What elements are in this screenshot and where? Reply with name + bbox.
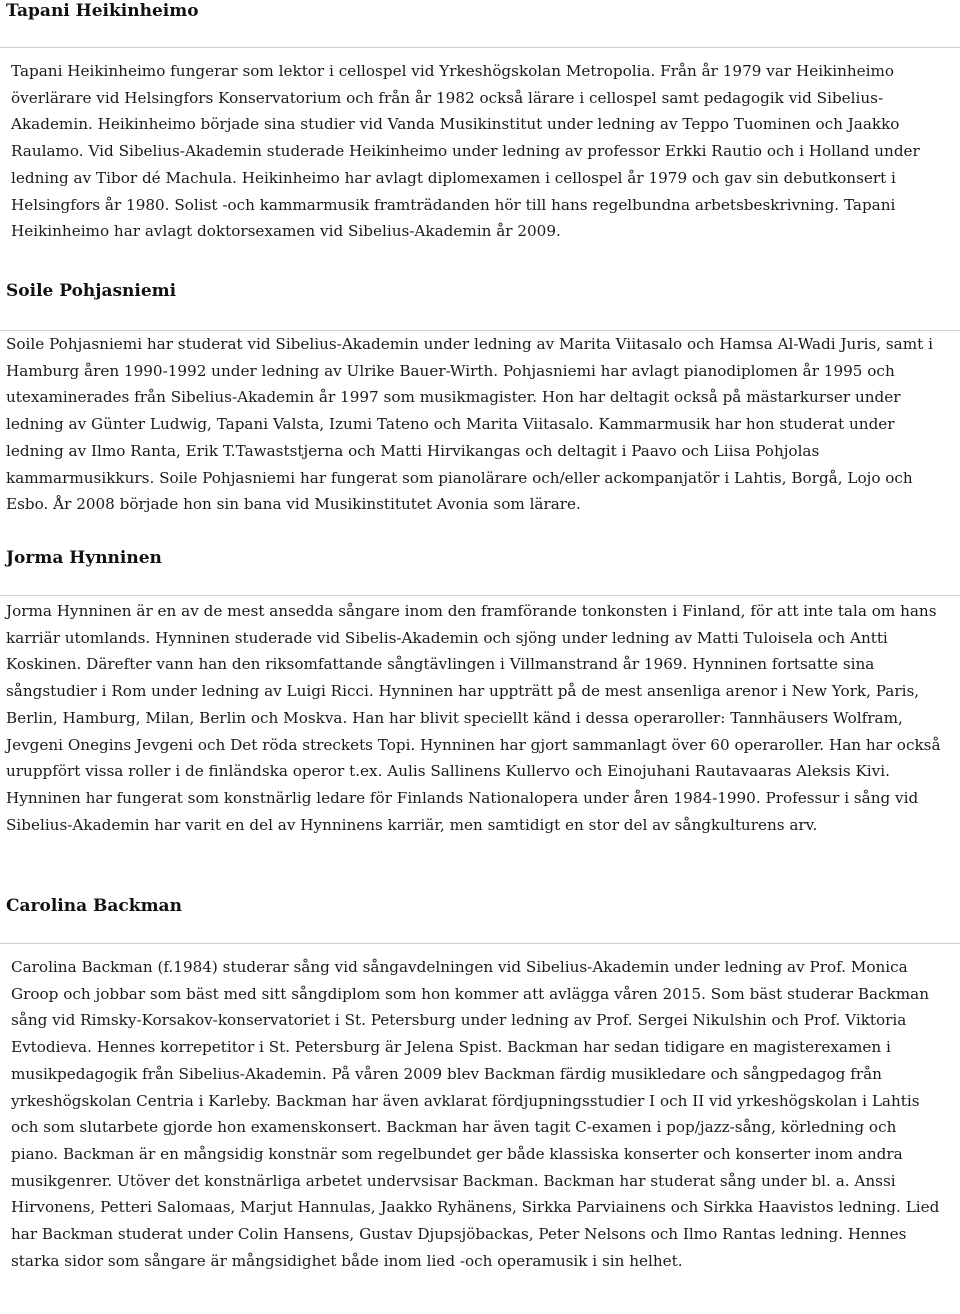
section-body: Jorma Hynninen är en av de mest ansedda sångare inom den framförande tonkonsten i Finland, för att inte tala om hans karriär utomlands. Hynninen studerade vid Sibelis-Akademin och sjöng under ledning av Matti Tuloisela och Antti Koskinen. Därefter vann han den riksomfattande sångtävlingen i Villmanstrand år 1969. Hynninen fortsatte sina sångstudier i Rom under ledning av Luigi Ricci. Hynninen har uppträtt på de mest ansenliga arenor i New York, Paris, Berlin, Hamburg, Milan, Berlin och Moskva. Han har blivit speciellt känd i dessa operaroller: Tannhäusers Wolfram, Jevgeni Onegins Jevgeni och Det röda streckets Topi. Hynninen har gjort sammanlagt över 60 operaroller. Han har också uruppfört vissa roller i de finländska operor t.ex. Aulis Sallinens Kullervo och Einojuhani Rautavaaras Aleksis Kivi. Hynninen har fungerat som konstnärlig ledare för Finlands Nationalopera under åren 1984-1990. Professur i sång vid Sibelius-Akademin har varit en del av Hynninens karriär, men samtidigt en stor del av sångkulturens arv. (6, 602, 941, 834)
bio-section-tapani-heikinheimo (0, 0, 960, 255)
section-heading: Tapani Heikinheimo (6, 1, 199, 21)
section-heading: Jorma Hynninen (6, 548, 162, 568)
bio-section-jorma-hynninen (0, 547, 960, 872)
section-body: Carolina Backman (f.1984) studerar sång vid sångavdelningen vid Sibelius-Akademin under ledning av Prof. Monica Groop och jobbar som bäst med sitt sångdiplom som hon kommer att avlägga våren 2015. Som bäst studerar Backman sång vid Rimsky-Korsakov-konservatoriet i St. Petersburg under ledning av Prof. Sergei Nikulshin och Prof. Viktoria Evtodieva. Hennes korrepetitor i St. Petersburg är Jelena Spist. Backman har sedan tidigare en magisterexamen i musikpedagogik från Sibelius-Akademin. På våren 2009 blev Backman färdig musikledare och sångpedagog från yrkeshögskolan Centria i Karleby. Backman har även avklarat fördjupningsstudier I och II vid yrkeshögskolan i Lahtis och som slutarbete gjorde hon examenskonsert. Backman har även tagit C-examen i pop/jazz-sång, körledning och piano. Backman är en mångsidig konstnär som regelbundet ger både klassiska konserter och konserter inom andra musikgenrer. Utöver det konstnärliga arbetet undervsisar Backman. Backman har studerat sång under bl. a. Anssi Hirvonens, Petteri Salomaas, Marjut Hannulas, Jaakko Ryhänens, Sirkka Parviainens och Sirkka Haavistos ledning. Lied har Backman studerat under Colin Hansens, Gustav Djupsjöbackas, Peter Nelsons och Ilmo Rantas ledning. Hennes starka sidor som sångare är mångsidighet både inom lied -och operamusik i sin helhet. (11, 958, 940, 1270)
section-body: Soile Pohjasniemi har studerat vid Sibelius-Akademin under ledning av Marita Viitasalo och Hamsa Al-Wadi Juris, samt i Hamburg åren 1990-1992 under ledning av Ulrike Bauer-Wirth. Pohjasniemi har avlagt pianodiplomen år 1995 och utexaminerades från Sibelius-Akademin år 1997 som musikmagister. Hon har deltagit också på mästarkurser under ledning av Günter Ludwig, Tapani Valsta, Izumi Tateno och Marita Viitasalo. Kammarmusik har hon studerat under ledning av Ilmo Ranta, Erik T.Tawaststjerna och Matti Hirvikangas och deltagit i Paavo och Liisa Pohjolas kammarmusikkurs. Soile Pohjasniemi har fungerat som pianolärare och/eller ackompanjatör i Lahtis, Borgå, Lojo och Esbo. År 2008 började hon sin bana vid Musikinstitutet Avonia som lärare. (6, 335, 933, 514)
bio-section-carolina-backman (0, 895, 960, 1305)
section-divider (0, 943, 960, 944)
section-body: Tapani Heikinheimo fungerar som lektor i cellospel vid Yrkeshögskolan Metropolia. Från år 1979 var Heikinheimo överlärare vid Helsingfors Konservatorium och från år 1982 också lärare i cellospel samt pedagogik vid Sibelius-Akademin. Heikinheimo började sina studier vid Vanda Musikinstitut under ledning av Teppo Tuominen och Jaakko Raulamo. Vid Sibelius-Akademin studerade Heikinheimo under ledning av professor Erkki Rautio och i Holland under ledning av Tibor dé Machula. Heikinheimo har avlagt diplomexamen i cellospel år 1979 och gav sin debutkonsert i Helsingfors år 1980. Solist -och kammarmusik framträdanden hör till hans regelbundna arbetsbeskrivning. Tapani Heikinheimo har avlagt doktorsexamen vid Sibelius-Akademin år 2009. (11, 62, 920, 241)
section-heading: Soile Pohjasniemi (6, 281, 177, 301)
section-divider (0, 47, 960, 48)
section-divider (0, 595, 960, 596)
bio-section-soile-pohjasniemi (0, 280, 960, 520)
section-heading: Carolina Backman (6, 896, 182, 916)
